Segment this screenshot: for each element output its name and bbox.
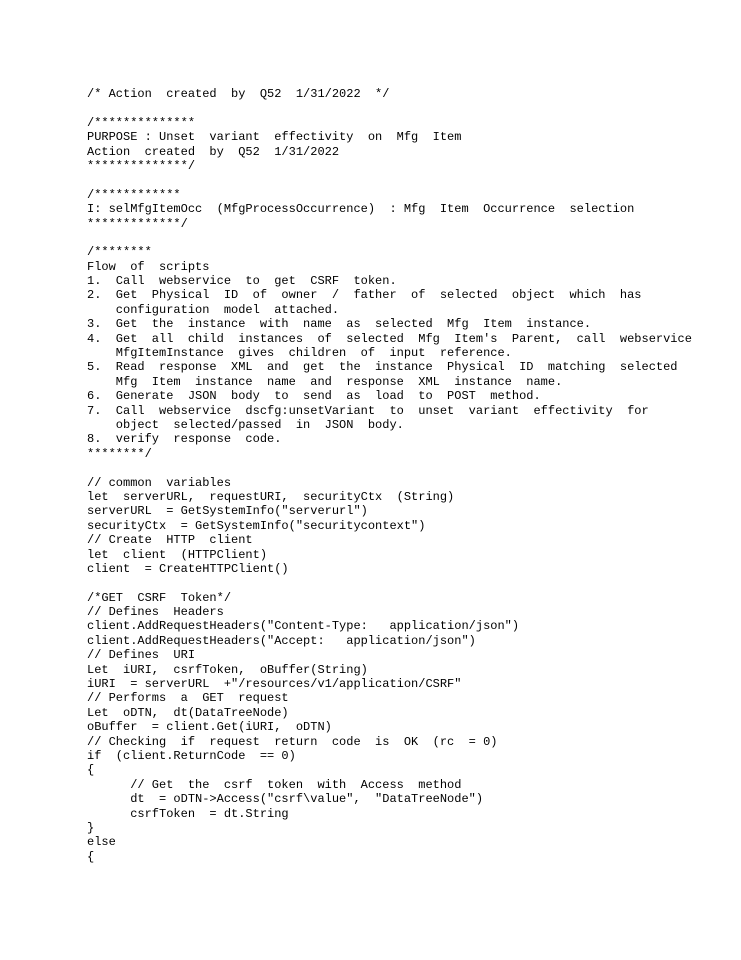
- code-line: client.AddRequestHeaders("Content-Type: application/json"): [87, 619, 520, 634]
- code-line: 8. verify response code.: [87, 432, 282, 447]
- code-line: Flow of scripts: [87, 259, 210, 274]
- code-line: // Checking if request return code is OK (rc = 0): [87, 734, 498, 749]
- code-line: Action created by Q52 1/31/2022: [87, 144, 340, 159]
- code-line: dt = oDTN->Access("csrf\value", "DataTreeNode"): [87, 792, 484, 807]
- code-line: PURPOSE : Unset variant effectivity on Mfg Item: [87, 130, 462, 145]
- code-line: iURI = serverURL +"/resources/v1/application/CSRF": [87, 677, 462, 692]
- blank-line: [87, 231, 727, 245]
- code-line: 1. Call webservice to get CSRF token.: [87, 274, 397, 289]
- code-line: securityCtx = GetSystemInfo("securitycontext"): [87, 518, 426, 533]
- code-line: Let iURI, csrfToken, oBuffer(String): [87, 662, 368, 677]
- code-line: /********: [87, 245, 152, 260]
- code-line: let client (HTTPClient): [87, 547, 268, 562]
- code-line: 3. Get the instance with name as selected Mfg Item instance.: [87, 317, 592, 332]
- code-line: Let oDTN, dt(DataTreeNode): [87, 705, 289, 720]
- code-listing: [87, 87, 727, 864]
- code-line: if (client.ReturnCode == 0): [87, 748, 296, 763]
- code-line: 7. Call webservice dscfg:unsetVariant to unset variant effectivity for: [87, 403, 649, 418]
- code-line: Mfg Item instance name and response XML instance name.: [87, 374, 563, 389]
- code-line: /* Action created by Q52 1/31/2022 */: [87, 87, 390, 101]
- code-line: ********/: [87, 446, 152, 461]
- code-line: /**************: [87, 115, 196, 130]
- code-line: oBuffer = client.Get(iURI, oDTN): [87, 720, 332, 735]
- code-line: I: selMfgItemOcc (MfgProcessOccurrence) : Mfg Item Occurrence selection: [87, 202, 635, 217]
- code-line: // Defines Headers: [87, 605, 224, 620]
- code-line: object selected/passed in JSON body.: [87, 417, 404, 432]
- code-line: *************/: [87, 216, 188, 231]
- code-line: // Get the csrf token with Access method: [87, 777, 462, 792]
- code-line: // Performs a GET request: [87, 691, 289, 706]
- blank-line: [87, 461, 727, 475]
- code-line: // common variables: [87, 475, 232, 490]
- code-line: else: [87, 835, 116, 850]
- code-line: serverURL = GetSystemInfo("serverurl"): [87, 504, 368, 519]
- blank-line: [87, 576, 727, 590]
- code-line: 5. Read response XML and get the instance Physical ID matching selected: [87, 360, 678, 375]
- code-line: **************/: [87, 158, 196, 173]
- code-line: {: [87, 849, 95, 864]
- blank-line: [87, 101, 727, 115]
- code-line: }: [87, 820, 95, 835]
- code-line: 4. Get all child instances of selected Mfg Item's Parent, call webservice: [87, 331, 692, 346]
- code-line: 2. Get Physical ID of owner / father of selected object which has: [87, 288, 642, 303]
- code-line: 6. Generate JSON body to send as load to POST method.: [87, 389, 541, 404]
- blank-line: [87, 173, 727, 187]
- code-line: client = CreateHTTPClient(): [87, 561, 289, 576]
- code-line: csrfToken = dt.String: [87, 806, 289, 821]
- code-line: client.AddRequestHeaders("Accept: application/json"): [87, 633, 476, 648]
- code-line: /************: [87, 187, 181, 202]
- code-line: let serverURL, requestURI, securityCtx (String): [87, 489, 455, 504]
- code-line: /*GET CSRF Token*/: [87, 590, 232, 605]
- code-line: // Defines URI: [87, 648, 196, 663]
- code-line: MfgItemInstance gives children of input reference.: [87, 346, 512, 361]
- code-line: configuration model attached.: [87, 302, 340, 317]
- code-line: {: [87, 763, 95, 778]
- code-line: // Create HTTP client: [87, 533, 253, 548]
